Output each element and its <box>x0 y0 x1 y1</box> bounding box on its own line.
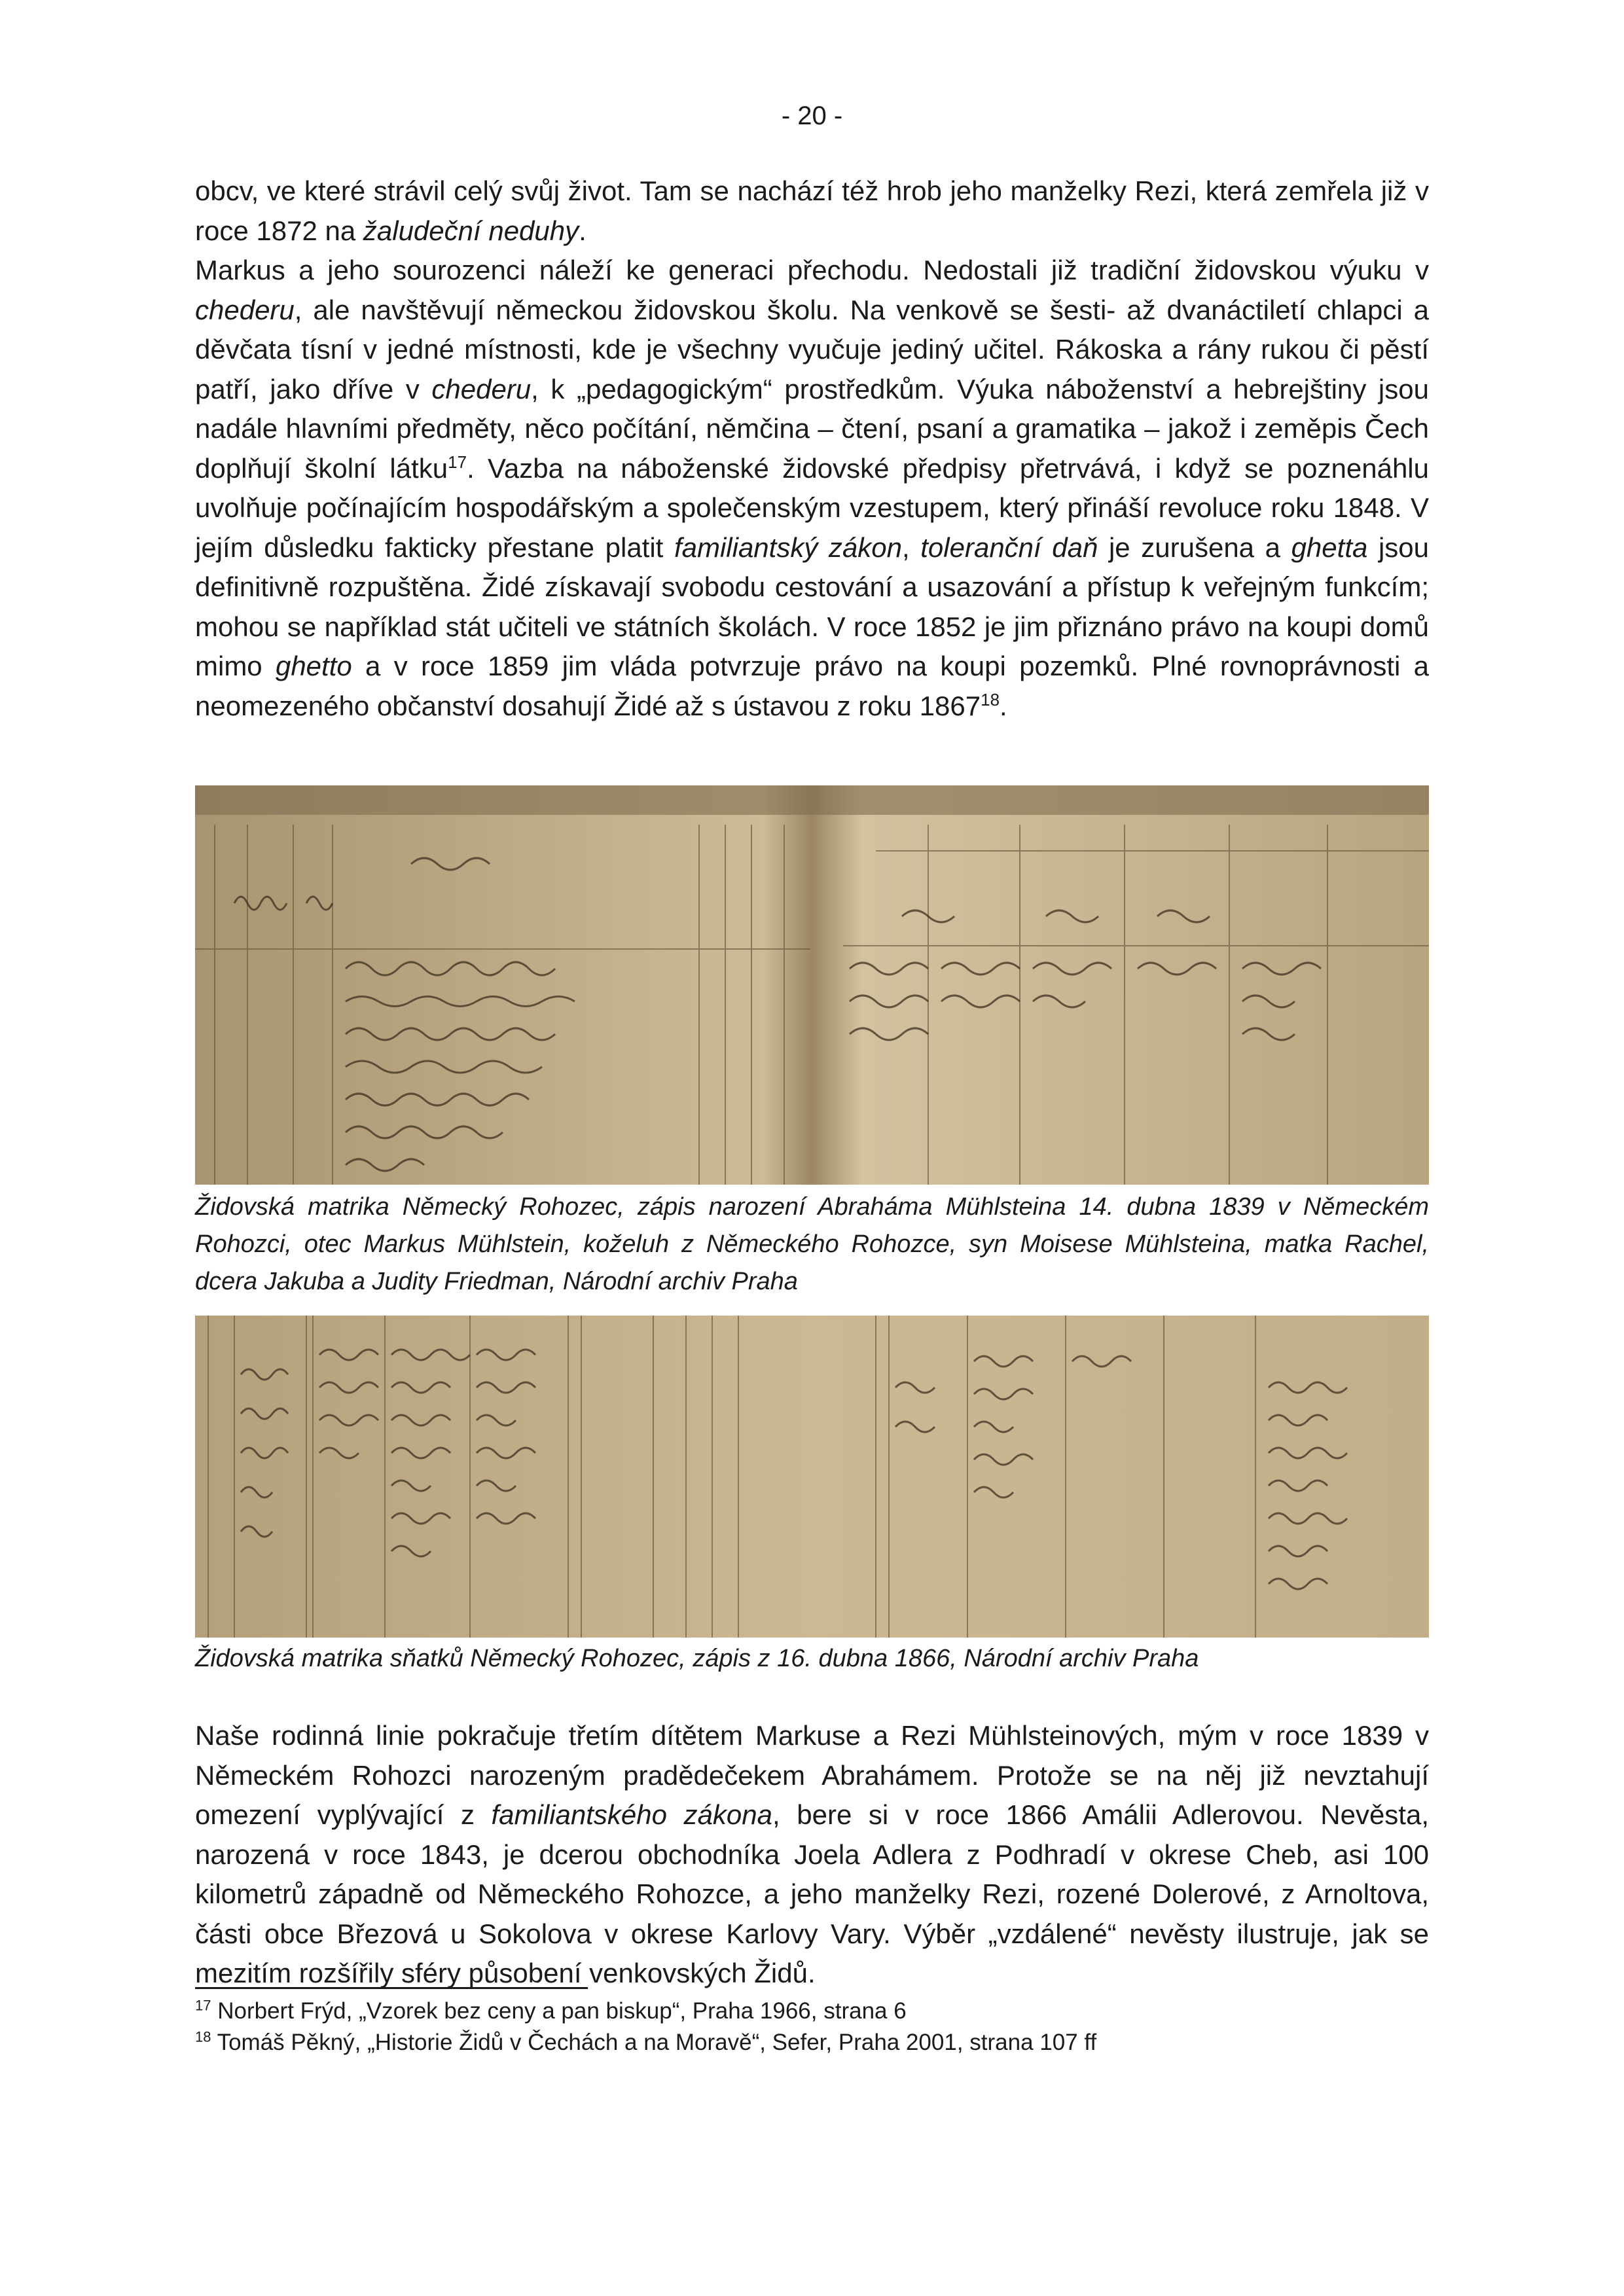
text-run: Naše rodinná linie pokračuje třetím dítětem Markuse a Rezi Mühlsteinových, mým v roce 1839 v Německém Rohozci narozeným pradědečekem Abrahámem. Protože se na něj již nevztahují omezení vyplývající z <box>195 1720 1429 1830</box>
footnote-17 <box>195 1996 1429 2026</box>
italic-term: familiantského zákona <box>491 1799 772 1830</box>
body-paragraph-2 <box>195 1716 1429 1994</box>
footnote-text: Tomáš Pěkný, „Historie Židů v Čechách a na Moravě“, Sefer, Praha 2001, strana 107 ff <box>211 2030 1097 2055</box>
text-run: obcv, ve které strávil celý svůj život. Tam se nachází též hrob jeho manželky Rezi, která zemřela již v roce 1872 na <box>195 175 1429 246</box>
italic-term: ghetta <box>1291 531 1368 563</box>
text-run: . <box>579 215 586 246</box>
text-run: Markus a jeho sourozenci náleží ke generaci přechodu. Nedostali již tradiční židovskou výuku v <box>195 255 1429 285</box>
figure-2-caption: Židovská matrika sňatků Německý Rohozec, zápis z 16. dubna 1866, Národní archiv Praha <box>195 1645 1199 1672</box>
footnote-ref-17[interactable]: 17 <box>448 452 467 472</box>
italic-term: chederu <box>431 373 532 404</box>
register-page-image <box>195 1316 1429 1638</box>
text-run: . <box>1000 690 1007 721</box>
italic-term: žaludeční neduhy <box>363 215 579 246</box>
footnote-separator <box>195 1987 588 1989</box>
text-run: , k „pedagogickým“ prostředkům. Výuka náboženství a hebrejštiny jsou nadále hlavními předměty, něco počítání, němčina – čtení, psaní a gramatika – jakož i zeměpis Čech doplňují školní látku <box>195 373 1429 484</box>
italic-term: familiantský zákon <box>674 531 902 563</box>
figure-1-caption: Židovská matrika Německý Rohozec, zápis narození Abraháma Mühlsteina 14. dubna 1839 v Německém Rohozci, otec Markus Mühlstein, koželuh z Německého Rohozce, syn Moisese Mühlsteina, matka Rachel, dcera Jakuba a Judity Friedman, Národní archiv Praha <box>195 1193 1429 1295</box>
italic-term: chederu <box>195 294 295 325</box>
italic-term: toleranční daň <box>920 531 1098 563</box>
body-paragraph-1 <box>195 171 1429 726</box>
page-number: - 20 - <box>781 101 843 130</box>
footnote-number: 18 <box>195 2028 211 2045</box>
birth-register-photo <box>195 785 1429 1185</box>
text-run: je zurušena a <box>1098 531 1291 563</box>
footnote-text: Norbert Frýd, „Vzorek bez ceny a pan biskup“, Praha 1966, strana 6 <box>211 1998 907 2024</box>
text-run: . Vazba na náboženské židovské předpisy přetrvává, i když se poznenáhlu uvolňuje počínajícím hospodářským a společenským vzestupem, který přináší revoluce roku 1848. V jejím důsledku fakticky přestane platit <box>195 452 1429 563</box>
text-run: , ale navštěvují německou židovskou školu. Na venkově se šesti- až dvanáctiletí chlapci a děvčata tísní v jedné místnosti, kde je všechny vyučuje jediný učitel. Rákoska a rány rukou či pěstí patří, jako dříve v <box>195 294 1429 404</box>
text-run: a v roce 1859 jim vláda potvrzuje právo na koupi pozemků. Plné rovnoprávnosti a neomezeného občanství dosahují Židé až s ústavou z roku 1867 <box>195 651 1429 721</box>
register-page-image <box>195 785 1429 1185</box>
italic-term: ghetto <box>275 651 352 681</box>
marriage-register-photo <box>195 1316 1429 1638</box>
text-run: jsou definitivně rozpuštěna. Židé získavají svobodu cestování a usazování a přístup k veřejným funkcím; mohou se například stát učiteli ve státních školách. V roce 1852 je jim přiznáno právo na koupi domů mimo <box>195 531 1429 681</box>
footnote-18 <box>195 2028 1429 2058</box>
footnote-ref-18[interactable]: 18 <box>981 689 1000 709</box>
text-run: , <box>902 531 921 563</box>
text-run: , bere si v roce 1866 Amálii Adlerovou. Nevěsta, narozená v roce 1843, je dcerou obchodníka Joela Adlera z Podhradí v okrese Cheb, asi 100 kilometrů západně od Německého Rohozce, a jeho manželky Rezi, rozené Dolerové, z Arnoltova, části obce Březová u Sokolova v okrese Karlovy Vary. Výběr „vzdálené“ nevěsty ilustruje, jak se mezitím rozšířily sféry působení venkovských Židů. <box>195 1799 1430 1988</box>
footnote-number: 17 <box>195 1997 211 2014</box>
